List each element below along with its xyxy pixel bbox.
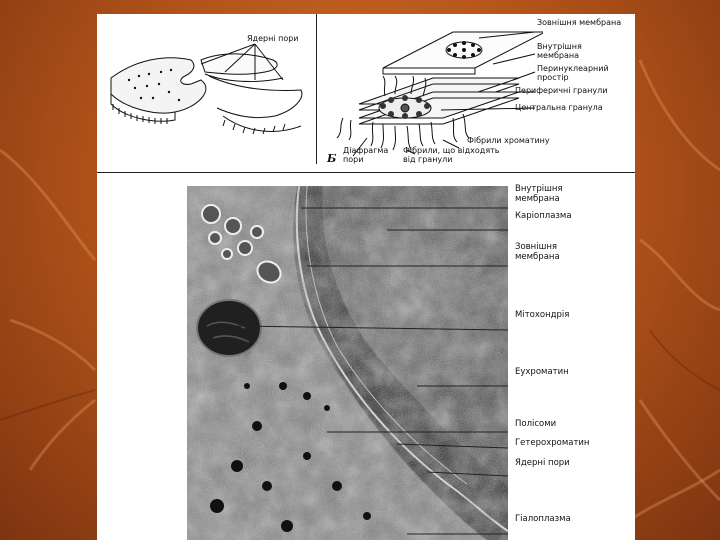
inner-membrane-label: Внутрішня мембрана [537,42,582,60]
micro-euchromatin-label: Еухроматин [515,367,569,377]
pore-diaphragm-label: Діафрагма пори [343,146,389,164]
perinuclear-space-label: Перинуклеарний простір [537,64,609,82]
micro-cytoplasm-label: Гіалоплазма [515,514,571,524]
micro-nuclear-pores-label: Ядерні пори [515,458,570,468]
outgoing-fibrils-label: Фібрили, що відходять від гранули [403,146,500,164]
micro-polysomes-label: Полісоми [515,419,557,429]
central-granule-label: Центральна гранула [515,103,603,112]
nuclear-pores-label: Ядерні пори [247,34,299,43]
figure-panel [97,14,635,540]
micro-outer-membrane-label: Зовнішня мембрана [515,242,560,262]
peripheral-granules-label: Периферичні гранули [515,86,608,95]
micro-heterochromatin-label: Гетерохроматин [515,438,590,448]
micro-inner-membrane-label: Внутрішня мембрана [515,184,563,204]
outer-membrane-label: Зовнішня мембрана [537,18,622,27]
chromatin-fibrils-label: Фібрили хроматину [467,136,550,145]
micro-mitochondrion-label: Мітохондрія [515,310,570,320]
horizontal-divider [97,172,635,173]
electron-micrograph [187,186,508,540]
micro-karyoplasm-label: Каріоплазма [515,211,572,221]
vertical-divider [316,14,317,164]
figure-letter: Б [327,152,337,165]
